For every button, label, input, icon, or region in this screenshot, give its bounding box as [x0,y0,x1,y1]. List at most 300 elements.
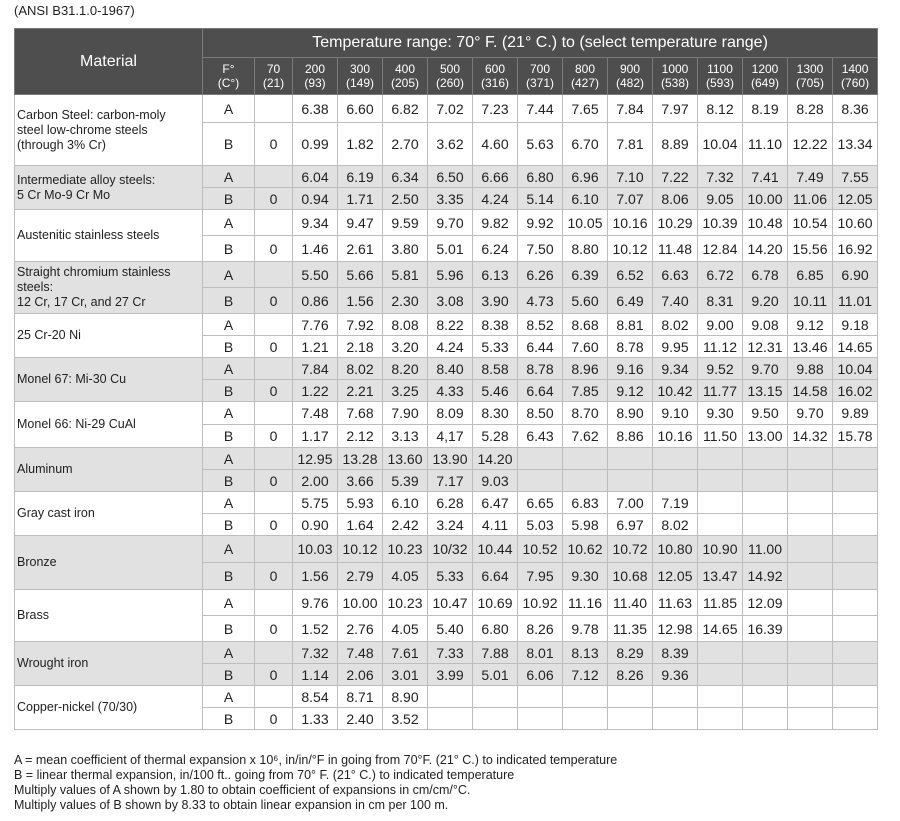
value-cell [255,686,293,708]
value-cell [255,210,293,236]
value-cell [788,448,833,470]
table-row [15,358,878,380]
temp-fahrenheit: 900 [619,62,641,76]
value-cell: 6.38 [293,95,338,123]
unit-celsius: (C°) [217,76,240,90]
value-cell [255,590,293,616]
value-cell: 6.80 [473,616,518,642]
value-cell: 8.81 [608,314,653,336]
temp-fahrenheit: 1000 [661,62,689,76]
value-cell: 9.34 [293,210,338,236]
value-cell: 0.94 [293,188,338,210]
value-cell: 4.11 [473,514,518,536]
value-cell: 2.30 [383,288,428,314]
table-row [15,492,878,514]
value-cell: 6.60 [338,95,383,123]
temp-fahrenheit: 1200 [751,62,779,76]
temp-celsius: (705) [795,76,824,90]
value-cell: 9.70 [428,210,473,236]
value-cell [698,686,743,708]
value-cell: 4.73 [518,288,563,314]
value-cell: 3.24 [428,514,473,536]
value-cell [788,514,833,536]
value-cell: 10.04 [698,123,743,166]
value-cell: 16.92 [833,236,878,262]
value-cell: 2.76 [338,616,383,642]
value-cell: 9.00 [698,314,743,336]
value-cell: 8.02 [338,358,383,380]
value-cell: 5.50 [293,262,338,288]
row-type-label: B [203,563,255,590]
value-cell: 1.14 [293,664,338,686]
value-cell: 7.97 [653,95,698,123]
value-cell: 1.17 [293,425,338,448]
value-cell: 8.54 [293,686,338,708]
value-cell: 5.63 [518,123,563,166]
value-cell [698,664,743,686]
value-cell: 3.62 [428,123,473,166]
value-cell: 3.80 [383,236,428,262]
value-cell: 2.21 [338,380,383,402]
row-type-label: B [203,188,255,210]
value-cell: 14.65 [833,336,878,358]
value-cell: 1.52 [293,616,338,642]
value-cell [255,642,293,664]
value-cell: 9.10 [653,402,698,425]
value-cell: 10.29 [653,210,698,236]
value-cell [788,590,833,616]
value-cell: 8.28 [788,95,833,123]
value-cell: 5.66 [338,262,383,288]
material-name-line: Austenitic stainless steels [17,228,160,242]
value-cell: 16.02 [833,380,878,402]
value-cell: 6.39 [563,262,608,288]
value-cell: 6.65 [518,492,563,514]
value-cell [788,470,833,492]
value-cell: 16.39 [743,616,788,642]
value-cell: 8.70 [563,402,608,425]
value-cell: 6.34 [383,166,428,188]
value-cell: 2.50 [383,188,428,210]
value-cell: 6.13 [473,262,518,288]
value-cell [255,95,293,123]
row-type-label: B [203,236,255,262]
value-cell: 5.40 [428,616,473,642]
unit-fahrenheit: F° [222,62,235,76]
note-b: B = linear thermal expansion, in/100 ft.. going from 70° F. (21° C.) to indicated temperature [14,768,515,782]
temp-column-header [473,58,518,95]
value-cell: 0 [255,380,293,402]
material-name-line: steel low-chrome steels [17,122,148,137]
value-cell: 1.56 [338,288,383,314]
value-cell [698,470,743,492]
value-cell [518,708,563,730]
temp-column-header [563,58,608,95]
row-type-label: A [203,402,255,425]
value-cell: 10.52 [518,536,563,563]
value-cell: 2.40 [338,708,383,730]
value-cell: 5.14 [518,188,563,210]
value-cell [698,642,743,664]
temp-celsius: (427) [570,76,599,90]
material-name-line: 12 Cr, 17 Cr, and 27 Cr [17,295,146,309]
value-cell: 8.19 [743,95,788,123]
value-cell: 11.48 [653,236,698,262]
value-cell: 8.80 [563,236,608,262]
row-type-label: A [203,262,255,288]
temp-fahrenheit: 1100 [707,62,733,76]
table-row [15,314,878,336]
value-cell: 13.00 [743,425,788,448]
value-cell: 14.32 [788,425,833,448]
footnotes [14,753,617,813]
row-type-label: B [203,336,255,358]
value-cell [743,470,788,492]
value-cell: 6.85 [788,262,833,288]
table-row [15,95,878,123]
value-cell: 8.78 [608,336,653,358]
value-cell: 11.35 [608,616,653,642]
value-cell: 6.50 [428,166,473,188]
value-cell: 10.05 [563,210,608,236]
temp-celsius: (371) [525,76,554,90]
value-cell: 1.56 [293,563,338,590]
value-cell [255,448,293,470]
value-cell [788,708,833,730]
value-cell: 6.78 [743,262,788,288]
value-cell: 7.23 [473,95,518,123]
temp-column-header [653,58,698,95]
value-cell: 6.10 [563,188,608,210]
row-type-label: B [203,664,255,686]
value-cell: 15.56 [788,236,833,262]
value-cell: 7.17 [428,470,473,492]
value-cell: 9.59 [383,210,428,236]
material-name [15,314,203,358]
value-cell: 11.50 [698,425,743,448]
value-cell [833,664,878,686]
value-cell: 11.85 [698,590,743,616]
material-name-line: 5 Cr Mo-9 Cr Mo [17,187,111,202]
value-cell: 7.85 [563,380,608,402]
value-cell: 15.78 [833,425,878,448]
value-cell: 5.46 [473,380,518,402]
value-cell: 7.62 [563,425,608,448]
value-cell [833,708,878,730]
temp-column-header [338,58,383,95]
material-name [15,358,203,402]
value-cell: 2.18 [338,336,383,358]
material-name-line: (through 3% Cr) [17,137,106,152]
row-type-label: B [203,514,255,536]
value-cell: 4.24 [473,188,518,210]
value-cell: 7.00 [608,492,653,514]
temp-celsius: (593) [705,76,734,90]
value-cell [743,664,788,686]
value-cell: 10.68 [608,563,653,590]
temp-fahrenheit: 1300 [796,62,824,76]
value-cell: 0.99 [293,123,338,166]
value-cell [743,514,788,536]
value-cell: 8.90 [608,402,653,425]
value-cell: 7.12 [563,664,608,686]
value-cell: 10.54 [788,210,833,236]
value-cell [743,492,788,514]
value-cell: 7.48 [338,642,383,664]
value-cell [788,616,833,642]
material-name [15,686,203,730]
value-cell: 8.31 [698,288,743,314]
value-cell: 13.46 [788,336,833,358]
value-cell: 8.02 [653,514,698,536]
value-cell [255,358,293,380]
value-cell: 13.47 [698,563,743,590]
value-cell [608,708,653,730]
value-cell: 3.01 [383,664,428,686]
material-name [15,95,203,166]
value-cell: 6.72 [698,262,743,288]
value-cell [788,492,833,514]
value-cell: 9.47 [338,210,383,236]
value-cell: 7.22 [653,166,698,188]
value-cell: 7.55 [833,166,878,188]
value-cell: 2.06 [338,664,383,686]
value-cell: 12.84 [698,236,743,262]
value-cell: 7.92 [338,314,383,336]
value-cell: 7.95 [518,563,563,590]
row-type-label: A [203,492,255,514]
value-cell: 4.24 [428,336,473,358]
value-cell: 7.88 [473,642,518,664]
value-cell: 8.78 [518,358,563,380]
row-type-label: A [203,210,255,236]
temp-celsius: (205) [390,76,419,90]
value-cell: 5.01 [473,664,518,686]
value-cell: 9.12 [788,314,833,336]
value-cell: 11.16 [563,590,608,616]
value-cell: 5.96 [428,262,473,288]
temp-column-header [743,58,788,95]
value-cell [788,536,833,563]
value-cell: 2.70 [383,123,428,166]
material-name-line: Copper-nickel (70/30) [17,700,138,714]
row-type-label: B [203,425,255,448]
value-cell: 6.96 [563,166,608,188]
value-cell: 6.66 [473,166,518,188]
value-cell: 7.81 [608,123,653,166]
value-cell: 7.02 [428,95,473,123]
value-cell [788,664,833,686]
material-name-line: Aluminum [17,462,73,476]
value-cell: 8.96 [563,358,608,380]
value-cell: 8.29 [608,642,653,664]
value-cell: 11.10 [743,123,788,166]
value-cell: 0 [255,425,293,448]
unit-header [203,58,255,95]
value-cell: 3.20 [383,336,428,358]
value-cell [653,686,698,708]
value-cell: 8.22 [428,314,473,336]
value-cell: 3.52 [383,708,428,730]
temp-column-header [383,58,428,95]
value-cell: 4.05 [383,563,428,590]
value-cell [608,686,653,708]
value-cell: 0.90 [293,514,338,536]
value-cell [563,708,608,730]
material-name [15,590,203,642]
value-cell: 12.95 [293,448,338,470]
value-cell [743,686,788,708]
value-cell: 7.61 [383,642,428,664]
value-cell: 9.95 [653,336,698,358]
value-cell: 11.12 [698,336,743,358]
value-cell: 9.03 [473,470,518,492]
value-cell: 0 [255,616,293,642]
value-cell: 14.65 [698,616,743,642]
table-row [15,402,878,425]
temp-celsius: (149) [345,76,374,90]
value-cell [255,314,293,336]
temperature-range-header: Temperature range: 70° F. (21° C.) to (select temperature range) [203,29,878,58]
value-cell [473,686,518,708]
value-cell: 10.44 [473,536,518,563]
value-cell: 6.70 [563,123,608,166]
value-cell: 12.22 [788,123,833,166]
material-name-line: Intermediate alloy steels: [17,172,156,187]
value-cell [698,448,743,470]
temp-fahrenheit: 800 [574,62,596,76]
value-cell: 8.02 [653,314,698,336]
value-cell [788,642,833,664]
value-cell: 9.92 [518,210,563,236]
value-cell: 9.82 [473,210,518,236]
value-cell: 8.68 [563,314,608,336]
material-name [15,536,203,590]
value-cell: 11.77 [698,380,743,402]
value-cell: 4.05 [383,616,428,642]
row-type-label: B [203,708,255,730]
value-cell [698,708,743,730]
value-cell: 7.44 [518,95,563,123]
value-cell: 0 [255,123,293,166]
value-cell [608,448,653,470]
value-cell: 6.26 [518,262,563,288]
row-type-label: B [203,470,255,492]
value-cell: 10.23 [383,536,428,563]
value-cell: 9.30 [563,563,608,590]
value-cell: 6.64 [473,563,518,590]
row-type-label: B [203,380,255,402]
value-cell: 7.48 [293,402,338,425]
value-cell: 3.13 [383,425,428,448]
material-name-line: 25 Cr-20 Ni [17,328,81,342]
value-cell: 10.00 [338,590,383,616]
value-cell: 9.30 [698,402,743,425]
value-cell [833,514,878,536]
value-cell: 0 [255,336,293,358]
value-cell: 9.70 [743,358,788,380]
value-cell: 10.47 [428,590,473,616]
value-cell: 7.84 [608,95,653,123]
value-cell: 6.44 [518,336,563,358]
value-cell: 9.52 [698,358,743,380]
value-cell: 9.88 [788,358,833,380]
value-cell: 11.40 [608,590,653,616]
value-cell: 5.28 [473,425,518,448]
value-cell: 7.33 [428,642,473,664]
value-cell [428,708,473,730]
value-cell: 10.48 [743,210,788,236]
material-name-line: Monel 67: Mi-30 Cu [17,372,127,386]
value-cell [473,708,518,730]
value-cell: 7.19 [653,492,698,514]
value-cell: 1.22 [293,380,338,402]
row-type-label: A [203,314,255,336]
value-cell [833,470,878,492]
value-cell: 8.20 [383,358,428,380]
value-cell: 2.61 [338,236,383,262]
value-cell: 1.64 [338,514,383,536]
value-cell: 14.58 [788,380,833,402]
value-cell: 8.26 [518,616,563,642]
value-cell [653,470,698,492]
value-cell: 1.71 [338,188,383,210]
value-cell: 8.09 [428,402,473,425]
value-cell: 0 [255,563,293,590]
value-cell: 8.52 [518,314,563,336]
table-row [15,262,878,288]
value-cell [255,166,293,188]
value-cell: 8.90 [383,686,428,708]
value-cell [788,686,833,708]
value-cell: 0 [255,708,293,730]
value-cell: 4.33 [428,380,473,402]
temp-column-header [608,58,653,95]
value-cell: 7.49 [788,166,833,188]
value-cell: 5.81 [383,262,428,288]
value-cell: 3.66 [338,470,383,492]
value-cell: 7.65 [563,95,608,123]
temp-celsius: (93) [304,76,326,90]
table-row [15,642,878,664]
value-cell: 12.09 [743,590,788,616]
temp-fahrenheit: 500 [439,62,461,76]
value-cell [563,470,608,492]
value-cell: 9.18 [833,314,878,336]
row-type-label: A [203,95,255,123]
value-cell: 9.89 [833,402,878,425]
value-cell: 1.82 [338,123,383,166]
temp-fahrenheit: 200 [304,62,326,76]
value-cell: 12.05 [653,563,698,590]
value-cell: 7.32 [698,166,743,188]
value-cell: 9.70 [788,402,833,425]
value-cell: 8.01 [518,642,563,664]
value-cell: 7.07 [608,188,653,210]
temp-column-header [698,58,743,95]
temp-celsius: (316) [480,76,509,90]
temp-celsius: (482) [615,76,644,90]
temp-column-header [788,58,833,95]
value-cell: 4,17 [428,425,473,448]
material-name-line: Straight chromium stainless [17,265,171,279]
value-cell [833,590,878,616]
row-type-label: B [203,288,255,314]
value-cell: 8.13 [563,642,608,664]
value-cell: 5.60 [563,288,608,314]
value-cell: 10.90 [698,536,743,563]
value-cell [698,514,743,536]
